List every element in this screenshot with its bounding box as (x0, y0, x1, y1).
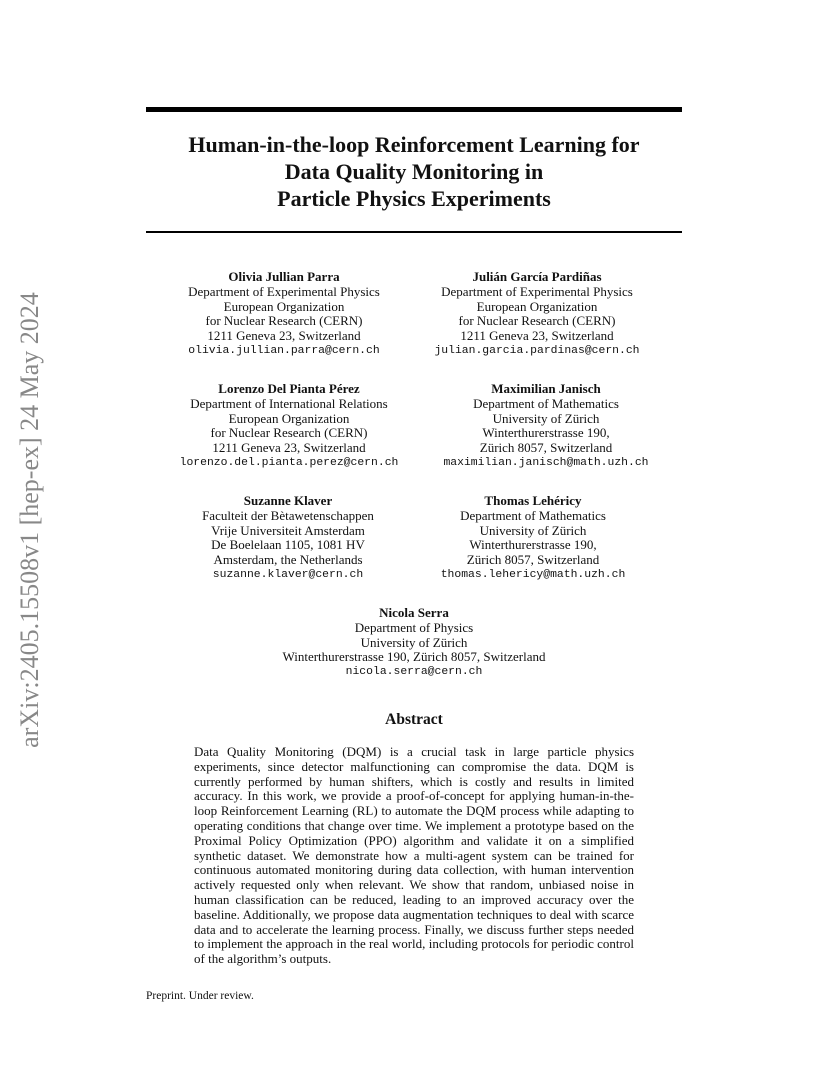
author-affiliation: Winterthurerstrasse 190, Zürich 8057, Switzerland (282, 649, 546, 665)
title-line: Human-in-the-loop Reinforcement Learning for (188, 132, 640, 157)
author-email: thomas.lehericy@math.uzh.ch (440, 568, 626, 581)
author-email: lorenzo.del.pianta.perez@cern.ch (179, 456, 399, 469)
author-affiliation: Faculteit der Bètawetenschappen (202, 507, 374, 523)
author-affiliation: Department of Physics (354, 619, 474, 635)
author-block (436, 382, 656, 471)
author-affiliation: Winterthurerstrasse 190, (469, 537, 597, 553)
author-affiliation: Department of International Relations (190, 395, 388, 411)
author-block (146, 606, 682, 680)
author-affiliation: Zürich 8057, Switzerland (479, 440, 613, 456)
author-name: Olivia Jullian Parra (228, 269, 340, 284)
title-top-rule (146, 107, 682, 112)
author-affiliation: European Organization (228, 410, 350, 426)
author-affiliation: for Nuclear Research (CERN) (205, 313, 363, 329)
title-line: Data Quality Monitoring in (284, 159, 544, 184)
author-affiliation: for Nuclear Research (CERN) (458, 313, 616, 329)
author-affiliation: Department of Experimental Physics (441, 283, 633, 299)
preprint-note: Preprint. Under review. (146, 990, 254, 1002)
author-email: nicola.serra@cern.ch (345, 666, 483, 679)
author-email: olivia.jullian.parra@cern.ch (188, 344, 380, 357)
arxiv-sidebar-stamp: arXiv:2405.15508v1 [hep-ex] 24 May 2024 (15, 292, 44, 748)
author-affiliation: University of Zürich (479, 522, 587, 538)
author-affiliation: Vrije Universiteit Amsterdam (211, 522, 365, 538)
author-email: julian.garcia.pardinas@cern.ch (434, 344, 640, 357)
author-block (428, 270, 646, 359)
author-affiliation: De Boelelaan 1105, 1081 HV (211, 537, 365, 553)
author-affiliation: 1211 Geneva 23, Switzerland (212, 440, 366, 456)
author-affiliation: Department of Mathematics (473, 395, 619, 411)
author-affiliation: Amsterdam, the Netherlands (213, 552, 363, 568)
author-affiliation: 1211 Geneva 23, Switzerland (207, 328, 361, 344)
author-block (184, 270, 384, 359)
author-email: maximilian.janisch@math.uzh.ch (443, 456, 649, 469)
abstract-text: Data Quality Monitoring (DQM) is a crucial task in large particle physics experiments, since detector malfunctioning can compromise the data. DQM is currently performed by human shifters, which is costly and results in limited accuracy. In this work, we provide a proof-of-concept for applying human-in-the-loop Reinforcement Learning (RL) to automate the DQM process while adapting to operating conditions that change over time. We implement a prototype based on the Proximal Policy Optimization (PPO) algorithm and validate it on a simplified synthetic dataset. We demonstrate how a multi-agent system can be trained for continuous automated monitoring during data collection, with human intervention actively requested only when relevant. We show that random, unbiased noise in human classification can be reduced, leading to an improved accuracy over the baseline. Additionally, we propose data augmentation techniques to deal with scarce data and to accelerate the learning process. Finally, we discuss further steps needed to implement the approach in the real world, including protocols for periodic control of the algorithm’s outputs. (194, 744, 634, 967)
author-affiliation: Winterthurerstrasse 190, (482, 425, 610, 441)
title-line: Particle Physics Experiments (277, 186, 551, 211)
author-affiliation: European Organization (223, 298, 345, 314)
author-name: Suzanne Klaver (243, 493, 333, 508)
author-name: Lorenzo Del Pianta Pérez (218, 381, 360, 396)
author-block (174, 382, 404, 471)
author-name: Thomas Lehéricy (484, 493, 582, 508)
paper-title (146, 131, 682, 212)
title-bottom-rule (146, 231, 682, 233)
author-email: suzanne.klaver@cern.ch (212, 568, 364, 581)
author-name: Maximilian Janisch (491, 381, 601, 396)
author-affiliation: for Nuclear Research (CERN) (210, 425, 368, 441)
author-name: Julián García Pardiñas (472, 269, 602, 284)
author-affiliation: European Organization (476, 298, 598, 314)
author-affiliation: University of Zürich (360, 634, 468, 650)
author-block (433, 494, 633, 583)
author-affiliation: Zürich 8057, Switzerland (466, 552, 600, 568)
author-affiliation: Department of Experimental Physics (188, 283, 380, 299)
author-affiliation: Department of Mathematics (460, 507, 606, 523)
author-block (188, 494, 388, 583)
abstract-heading: Abstract (385, 711, 443, 728)
author-affiliation: University of Zürich (492, 410, 600, 426)
author-name: Nicola Serra (379, 605, 449, 620)
author-affiliation: 1211 Geneva 23, Switzerland (460, 328, 614, 344)
